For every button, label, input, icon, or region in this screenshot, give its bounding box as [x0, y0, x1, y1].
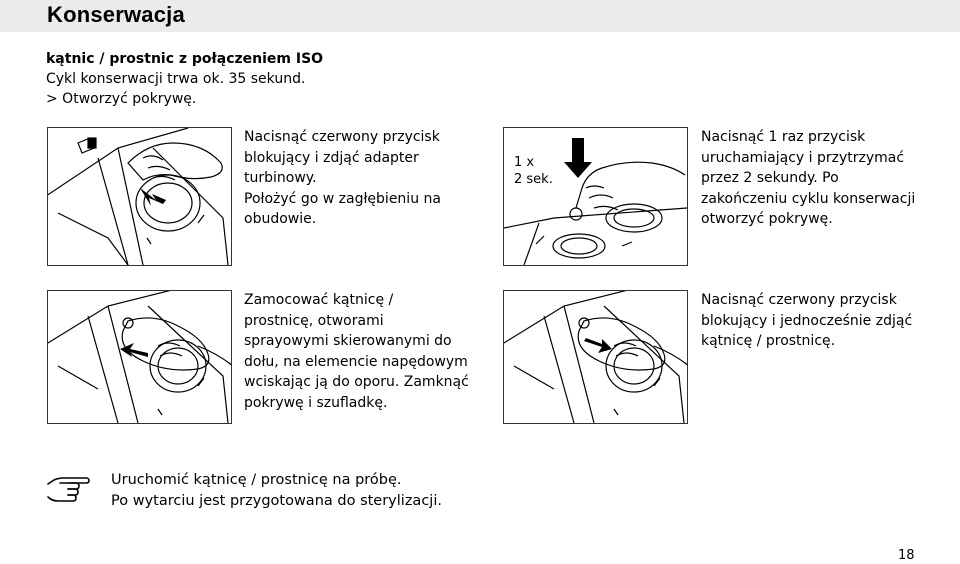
- step-text-2: [701, 127, 915, 230]
- page-number: 18: [898, 548, 915, 563]
- fig2-label-seconds: 2 sek.: [514, 172, 553, 187]
- step-text-3: [244, 290, 469, 413]
- step-3-line: sprayowymi skierowanymi do: [244, 333, 452, 349]
- step-2-line: zakończeniu cyklu konserwacji: [701, 190, 916, 207]
- note-line: Uruchomić kątnicę / prostnicę na próbę.: [111, 472, 402, 488]
- step-text-1: [244, 127, 441, 230]
- fig2-label-times: 1 x: [514, 155, 535, 170]
- step-3-line: dołu, na elemencie napędowym: [244, 353, 468, 370]
- figure-press-start: [503, 127, 688, 266]
- step-1-line: obudowie.: [244, 211, 317, 227]
- note-line: Po wytarciu jest przygotowana do sterylizacji.: [111, 492, 442, 509]
- step-3-line: wciskając ją do oporu. Zamknąć: [244, 374, 469, 390]
- intro-block: [46, 49, 323, 109]
- step-3-line: prostnicę, otworami: [244, 312, 384, 329]
- step-3-line: Zamocować kątnicę /: [244, 292, 394, 308]
- step-1-line: blokujący i zdjąć adapter: [244, 149, 419, 166]
- intro-instruction: > Otworzyć pokrywę.: [46, 91, 197, 107]
- step-1-line: turbinowy.: [244, 170, 317, 186]
- step-4-line: blokujący i jednocześnie zdjąć: [701, 312, 913, 329]
- step-2-line: uruchamiający i przytrzymać: [701, 149, 905, 166]
- step-text-4: [701, 290, 912, 352]
- step-4-line: kątnicę / prostnicę.: [701, 333, 836, 349]
- step-1-line: Położyć go w zagłębieniu na: [244, 190, 441, 207]
- figure-remove-adapter: [47, 127, 232, 266]
- step-3-line: pokrywę i szufladkę.: [244, 394, 388, 411]
- intro-heading: kątnic / prostnic z połączeniem ISO: [46, 51, 324, 67]
- step-2-line: Nacisnąć 1 raz przycisk: [701, 129, 866, 145]
- figure-remove-handpiece: [503, 290, 688, 424]
- step-2-line: przez 2 sekundy. Po: [701, 170, 839, 186]
- pointing-hand-icon: [46, 470, 90, 506]
- step-4-line: Nacisnąć czerwony przycisk: [701, 292, 897, 308]
- page-title: Konserwacja: [47, 2, 185, 27]
- step-2-line: otworzyć pokrywę.: [701, 211, 833, 227]
- intro-duration: Cykl konserwacji trwa ok. 35 sekund.: [46, 71, 306, 87]
- note-block: [111, 470, 442, 511]
- step-1-line: Nacisnąć czerwony przycisk: [244, 129, 440, 145]
- figure-attach-handpiece: [47, 290, 232, 424]
